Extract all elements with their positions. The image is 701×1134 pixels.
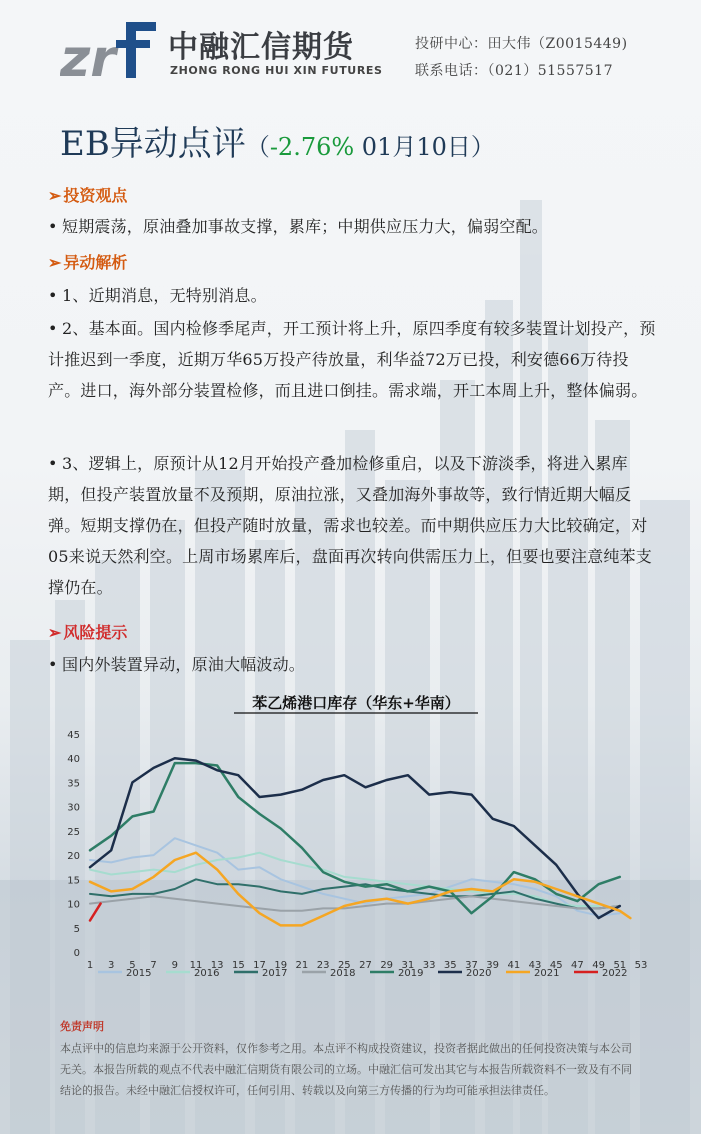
bullet-icon: • bbox=[48, 286, 58, 305]
x-tick-label: 45 bbox=[549, 960, 563, 971]
bullet-icon: • bbox=[48, 454, 58, 473]
bullet-icon: • bbox=[48, 319, 58, 338]
x-tick-label: 5 bbox=[129, 960, 136, 971]
series-line-2022 bbox=[90, 904, 101, 921]
arrow-icon: ➢ bbox=[48, 186, 62, 205]
title-date: 01月10日） bbox=[354, 133, 495, 161]
section-view-title: 投资观点 bbox=[63, 186, 128, 205]
x-tick-label: 29 bbox=[380, 960, 394, 971]
section-analysis-title: 异动解析 bbox=[63, 253, 128, 272]
x-tick-label: 11 bbox=[189, 960, 203, 971]
title-main: EB异动点评 bbox=[60, 124, 246, 164]
legend-label-2019: 2019 bbox=[398, 968, 424, 979]
x-tick-label: 25 bbox=[337, 960, 351, 971]
y-tick-label: 40 bbox=[67, 754, 80, 766]
x-tick-label: 27 bbox=[359, 960, 372, 971]
y-tick-label: 45 bbox=[67, 730, 80, 741]
y-tick-label: 15 bbox=[67, 875, 80, 887]
section-analysis-heading bbox=[48, 250, 127, 273]
x-tick-label: 35 bbox=[443, 960, 457, 971]
analysis-text-3: 3、逻辑上，原预计从12月开始投产叠加检修重启，以及下游淡季，将进入累库期，但投产装置放量不及预期，原油拉涨，又叠加海外事故等，致行情近期大幅反弹。短期支撑仍在，但投产随时放量，需求也较差。而中期供应压力大比较确定，对05来说天然利空。上周市场累库后，盘面再次转向供需压力上，但要也要注意纯苯支撑仍在。 bbox=[48, 454, 652, 597]
x-tick-label: 51 bbox=[613, 960, 627, 971]
report-title bbox=[60, 116, 495, 165]
contact-phone: 联系电话：（021）51557517 bbox=[415, 63, 613, 79]
x-tick-label: 31 bbox=[401, 960, 415, 971]
analysis-text-2: 2、基本面。国内检修季尾声，开工预计将上升，原四季度有较多装置计划投产，预计推迟到一季度，近期万华65万投产待放量，利华益72万已投，利安德66万待投产。进口，海外部分装置检修，而且进口倒挂。需求端，开工本周上升，整体偏弱。 bbox=[48, 319, 656, 400]
company-name-cn: 中融汇信期货 bbox=[168, 30, 354, 65]
chart-title: 苯乙烯港口库存（华东+华南） bbox=[252, 694, 460, 712]
x-tick-label: 7 bbox=[150, 960, 157, 971]
contact-analyst: 投研中心：田大伟（Z0015449) bbox=[415, 36, 628, 52]
x-tick-label: 37 bbox=[465, 960, 478, 971]
price-change: -2.76% bbox=[269, 133, 355, 161]
x-tick-label: 21 bbox=[295, 960, 309, 971]
analysis-paragraph-2 bbox=[48, 313, 660, 406]
inventory-line-chart bbox=[56, 688, 656, 988]
x-tick-label: 17 bbox=[253, 960, 266, 971]
y-tick-label: 20 bbox=[67, 851, 80, 863]
risk-paragraph bbox=[48, 649, 660, 680]
series-line-2020 bbox=[90, 758, 620, 918]
bullet-icon: • bbox=[48, 655, 58, 674]
legend-label-2022: 2022 bbox=[602, 968, 628, 979]
company-logo-icon bbox=[60, 18, 160, 80]
y-tick-label: 10 bbox=[67, 899, 80, 911]
legend-label-2015: 2015 bbox=[126, 968, 152, 979]
company-name-en: ZHONG RONG HUI XIN FUTURES bbox=[170, 64, 383, 77]
x-tick-label: 53 bbox=[634, 960, 648, 971]
title-paren-open: （ bbox=[245, 133, 270, 161]
legend-label-2020: 2020 bbox=[466, 968, 492, 979]
risk-text: 国内外装置异动，原油大幅波动。 bbox=[62, 655, 306, 674]
legend-label-2021: 2021 bbox=[534, 968, 560, 979]
y-tick-label: 25 bbox=[67, 826, 80, 838]
x-tick-label: 33 bbox=[422, 960, 436, 971]
report-header bbox=[0, 0, 701, 95]
x-tick-label: 49 bbox=[592, 960, 605, 971]
x-tick-label: 47 bbox=[571, 960, 584, 971]
x-tick-label: 43 bbox=[528, 960, 542, 971]
analysis-paragraph-1 bbox=[48, 280, 660, 311]
analysis-text-1: 1、近期消息，无特别消息。 bbox=[62, 286, 267, 305]
x-tick-label: 19 bbox=[274, 960, 288, 971]
x-tick-label: 41 bbox=[507, 960, 521, 971]
x-tick-label: 39 bbox=[486, 960, 500, 971]
section-risk-heading bbox=[48, 620, 127, 643]
x-tick-label: 13 bbox=[210, 960, 224, 971]
legend-label-2016: 2016 bbox=[194, 968, 220, 979]
analysis-paragraph-3 bbox=[48, 448, 660, 603]
y-tick-label: 5 bbox=[73, 923, 80, 935]
x-tick-label: 15 bbox=[231, 960, 245, 971]
section-view-heading bbox=[48, 183, 127, 206]
y-tick-label: 35 bbox=[67, 778, 80, 790]
view-text: 短期震荡，原油叠加事故支撑，累库；中期供应压力大，偏弱空配。 bbox=[62, 217, 549, 236]
legend-label-2017: 2017 bbox=[262, 968, 288, 979]
arrow-icon: ➢ bbox=[48, 253, 62, 272]
bullet-icon: • bbox=[48, 217, 58, 236]
x-tick-label: 23 bbox=[316, 960, 330, 971]
section-risk-title: 风险提示 bbox=[63, 623, 128, 642]
view-paragraph bbox=[48, 211, 660, 242]
arrow-icon: ➢ bbox=[48, 623, 62, 642]
disclaimer-text: 本点评中的信息均来源于公开资料，仅作参考之用。本点评不构成投资建议，投资者据此做出的任何投资决策与本公司无关。本报告所载的观点不代表中融汇信期货有限公司的立场。中融汇信可发出其它与本报告所载资料不一致及有不同结论的报告。未经中融汇信授权许可，任何引用、转载以及向第三方传播的行为均可能承担法律责任。 bbox=[60, 1042, 632, 1097]
x-tick-label: 9 bbox=[171, 960, 178, 971]
y-tick-label: 30 bbox=[67, 802, 80, 814]
disclaimer-title: 免责声明 bbox=[60, 1020, 104, 1033]
x-tick-label: 1 bbox=[86, 960, 94, 971]
x-tick-label: 3 bbox=[108, 960, 115, 971]
svg-text:zr: zr bbox=[60, 29, 116, 80]
legend-label-2018: 2018 bbox=[330, 968, 356, 979]
y-tick-label: 0 bbox=[73, 948, 80, 959]
